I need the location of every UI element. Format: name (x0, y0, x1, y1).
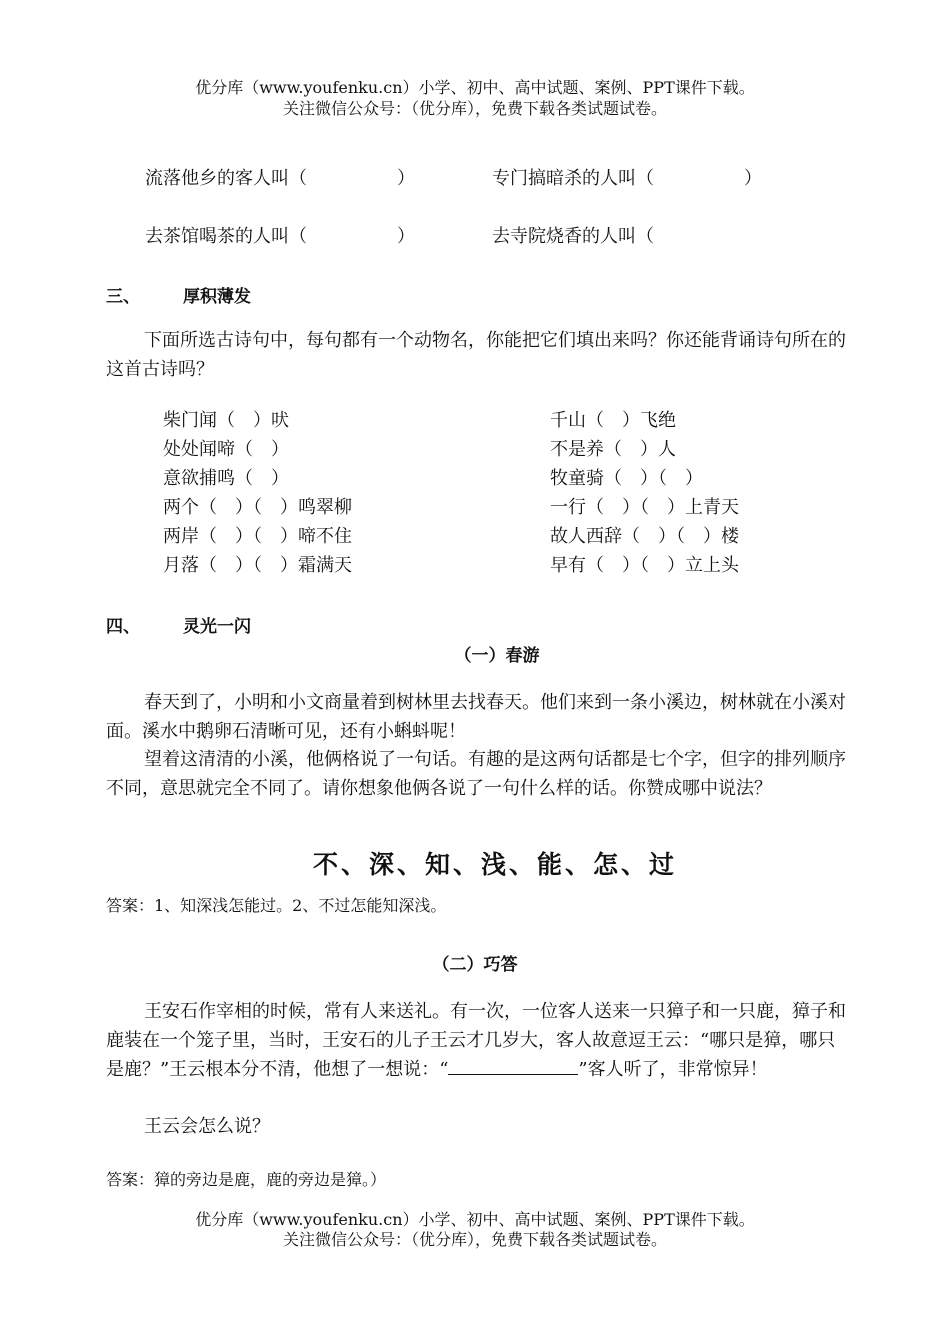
section3-title: 厚积薄发 (183, 287, 251, 307)
part2-title: （二）巧答 (432, 955, 518, 975)
footer-line-1: 优分库（www.youfenku.cn）小学、初中、高中试题、案例、PPT课件下载。 (195, 1210, 755, 1229)
poem-line: 故人西辞（ ）（ ）楼 (550, 526, 739, 547)
poem-line: 千山（ ）飞绝 (550, 410, 676, 431)
naming-item-1: 流落他乡的客人叫（ ） (145, 168, 415, 189)
part1-title: （一）春游 (454, 646, 540, 666)
poem-left-column (163, 406, 352, 580)
answer-blank (448, 1056, 578, 1075)
part1-paragraph-1: 春天到了，小明和小文商量着到树林里去找春天。他们来到一条小溪边，树林就在小溪对面。溪水中鹅卵石清晰可见，还有小蝌蚪呢！ (106, 692, 846, 742)
poem-line: 不是养（ ）人 (550, 439, 676, 460)
poem-line: 柴门闻（ ）吠 (163, 410, 289, 431)
part1-paragraph-2: 望着这清清的小溪，他俩格说了一句话。有趣的是这两句话都是七个字，但字的排列顺序不同，意思就完全不同了。请你想象他俩各说了一句什么样的话。你赞成哪中说法？ (106, 749, 846, 799)
header-line-1: 优分库（www.youfenku.cn）小学、初中、高中试题、案例、PPT课件下载。 (195, 78, 755, 97)
poem-line: 意欲捕鸣（ ） (163, 468, 289, 489)
naming-item-4: 去寺院烧香的人叫（ (492, 226, 654, 247)
part2-answer: 答案：獐的旁边是鹿，鹿的旁边是獐。） (106, 1170, 387, 1189)
section4-number: 四、 (106, 617, 140, 637)
poem-line: 牧童骑（ ）（ ） (550, 468, 703, 489)
poem-line: 月落（ ）（ ）霜满天 (163, 555, 352, 576)
naming-item-3: 去茶馆喝茶的人叫（ ） (145, 226, 415, 247)
poem-line: 一行（ ）（ ）上青天 (550, 497, 739, 518)
part2-paragraph-2: 王云会怎么说？ (144, 1116, 270, 1137)
poem-right-column (550, 406, 739, 580)
section3-intro: 下面所选古诗句中，每句都有一个动物名，你能把它们填出来吗？你还能背诵诗句所在的这首古诗吗？ (106, 330, 846, 380)
poem-line: 两岸（ ）（ ）啼不住 (163, 526, 352, 547)
header-line-2: 关注微信公众号：（优分库），免费下载各类试题试卷。 (282, 99, 667, 118)
section3-number: 三、 (106, 287, 140, 307)
poem-line: 两个（ ）（ ）鸣翠柳 (163, 497, 352, 518)
part1-answer: 答案：1、知深浅怎能过。2、不过怎能知深浅。 (106, 896, 447, 915)
naming-item-2: 专门搞暗杀的人叫（ ） (492, 168, 762, 189)
part2-text-before-blank: 王安石作宰相的时候，常有人来送礼。有一次，一位客人送来一只獐子和一只鹿，獐子和鹿装在一个笼子里，当时，王安石的儿子王云才几岁大，客人故意逗王云：“哪只是獐，哪只是鹿？”王云根本分不清，他想了一想说：“ (106, 1001, 846, 1080)
part2-paragraph-1 (106, 997, 846, 1084)
part2-text-after-blank: ”客人听了，非常惊异！ (578, 1059, 768, 1080)
poem-line: 早有（ ）（ ）立上头 (550, 555, 739, 576)
character-set: 不、深、知、浅、能、怎、过 (312, 850, 677, 879)
footer-line-2: 关注微信公众号：（优分库），免费下载各类试题试卷。 (282, 1230, 667, 1249)
poem-line: 处处闻啼（ ） (163, 439, 289, 460)
section4-title: 灵光一闪 (183, 617, 251, 637)
